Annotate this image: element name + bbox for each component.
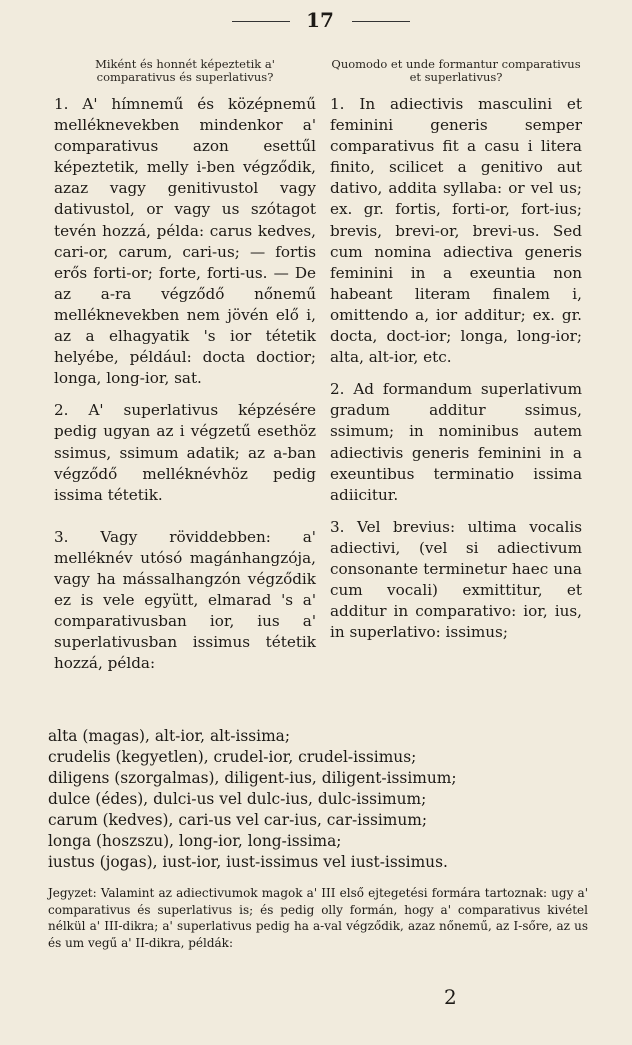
page-number: 17 <box>306 8 334 32</box>
hungarian-question: Miként és honnét képeztetik a' comparativus és superlativus? <box>95 57 275 84</box>
header-rule-left <box>232 21 290 22</box>
signature-mark: 2 <box>444 985 457 1009</box>
latin-column <box>330 58 582 643</box>
hungarian-rule-1: 1. A' hímnemű és középnemű melléknevekben mindenkor a' comparativus azon esettűl képeztetik, melly i-ben végződik, azaz vagy genitivustol vagy dativustol, or vagy us szótagot tevén hozzá, példa: carus kedves, cari-or, carum, cari-us; — fortis erős forti-or; forte, forti-us. — De az a-ra végződő nőnemű melléknevekben nem jövén elő i, az a elhagyatik 's ior tétetik helyébe, például: docta doctior; longa, long-ior, sat. <box>54 95 316 388</box>
example-line: diligens (szorgalmas), diligent-ius, diligent-issimum; <box>48 769 457 787</box>
header-rule-right <box>352 21 410 22</box>
example-line: iustus (jogas), iust-ior, iust-issimus vel iust-issimus. <box>48 853 448 871</box>
example-line: alta (magas), alt-ior, alt-issima; <box>48 727 291 745</box>
footnote: Jegyzet: Valamint az adiectivumok magok a' III első ejtegetési formára tartoznak: ugy a' comparativus és superlativus is; és pedig olly formán, hogy a' comparativus kivétel nélkül a' III-dikra; a' superlativus pedig ha a-val végződik, azaz nőnemű, az I-sőre, az us és um vegű a' II-dikra, példák: <box>48 886 588 950</box>
latin-question: Quomodo et unde formantur comparativus et superlativus? <box>331 57 581 84</box>
example-line: crudelis (kegyetlen), crudel-ior, crudel-issimus; <box>48 748 417 766</box>
latin-rule-3: 3. Vel brevius: ultima vocalis adiectivi, (vel si adiectivum consonante terminetur haec una cum vocali) exmittitur, et additur in comparativo: ior, ius, in superlativo: issimus; <box>330 517 582 642</box>
hungarian-column <box>54 58 316 674</box>
example-line: carum (kedves), cari-us vel car-ius, car-issimum; <box>48 811 428 829</box>
examples-block <box>48 726 588 951</box>
latin-rule-1: 1. In adiectivis masculini et feminini generis semper comparativus fit a casu i litera finito, scilicet a genitivo aut dativo, addita syllaba: or vel us; ex. gr. fortis, forti-or, fort-ius; brevis, brevi-or, brevi-us. Sed cum nomina adiectiva generis feminini in a exeuntia non habeant literam finalem i, omittendo a, ior additur; ex. gr. docta, doct-ior; longa, long-ior; alta, alt-ior, etc. <box>330 95 582 367</box>
example-line: dulce (édes), dulci-us vel dulc-ius, dulc-issimum; <box>48 790 427 808</box>
latin-rule-2: 2. Ad formandum superlativum gradum additur ssimus, ssimum; in nominibus autem adiectivis generis feminini in a exeuntibus terminatio issima adiicitur. <box>330 380 582 504</box>
hungarian-rule-2: 2. A' superlativus képzésére pedig ugyan az i végzetű esethöz ssimus, ssimum adatik; az a-ban végződő melléknévhöz pedig issima tétetik. <box>54 401 316 504</box>
hungarian-rule-3: 3. Vagy röviddebben: a' melléknév utósó magánhangzója, vagy ha mássalhangzón végződik ez is vele együtt, elmarad 's a' comparativusban ior, ius a' superlativusban issimus tétetik hozzá, példa: <box>54 527 316 673</box>
page-header <box>0 6 632 34</box>
example-line: longa (hoszszu), long-ior, long-issima; <box>48 832 342 850</box>
